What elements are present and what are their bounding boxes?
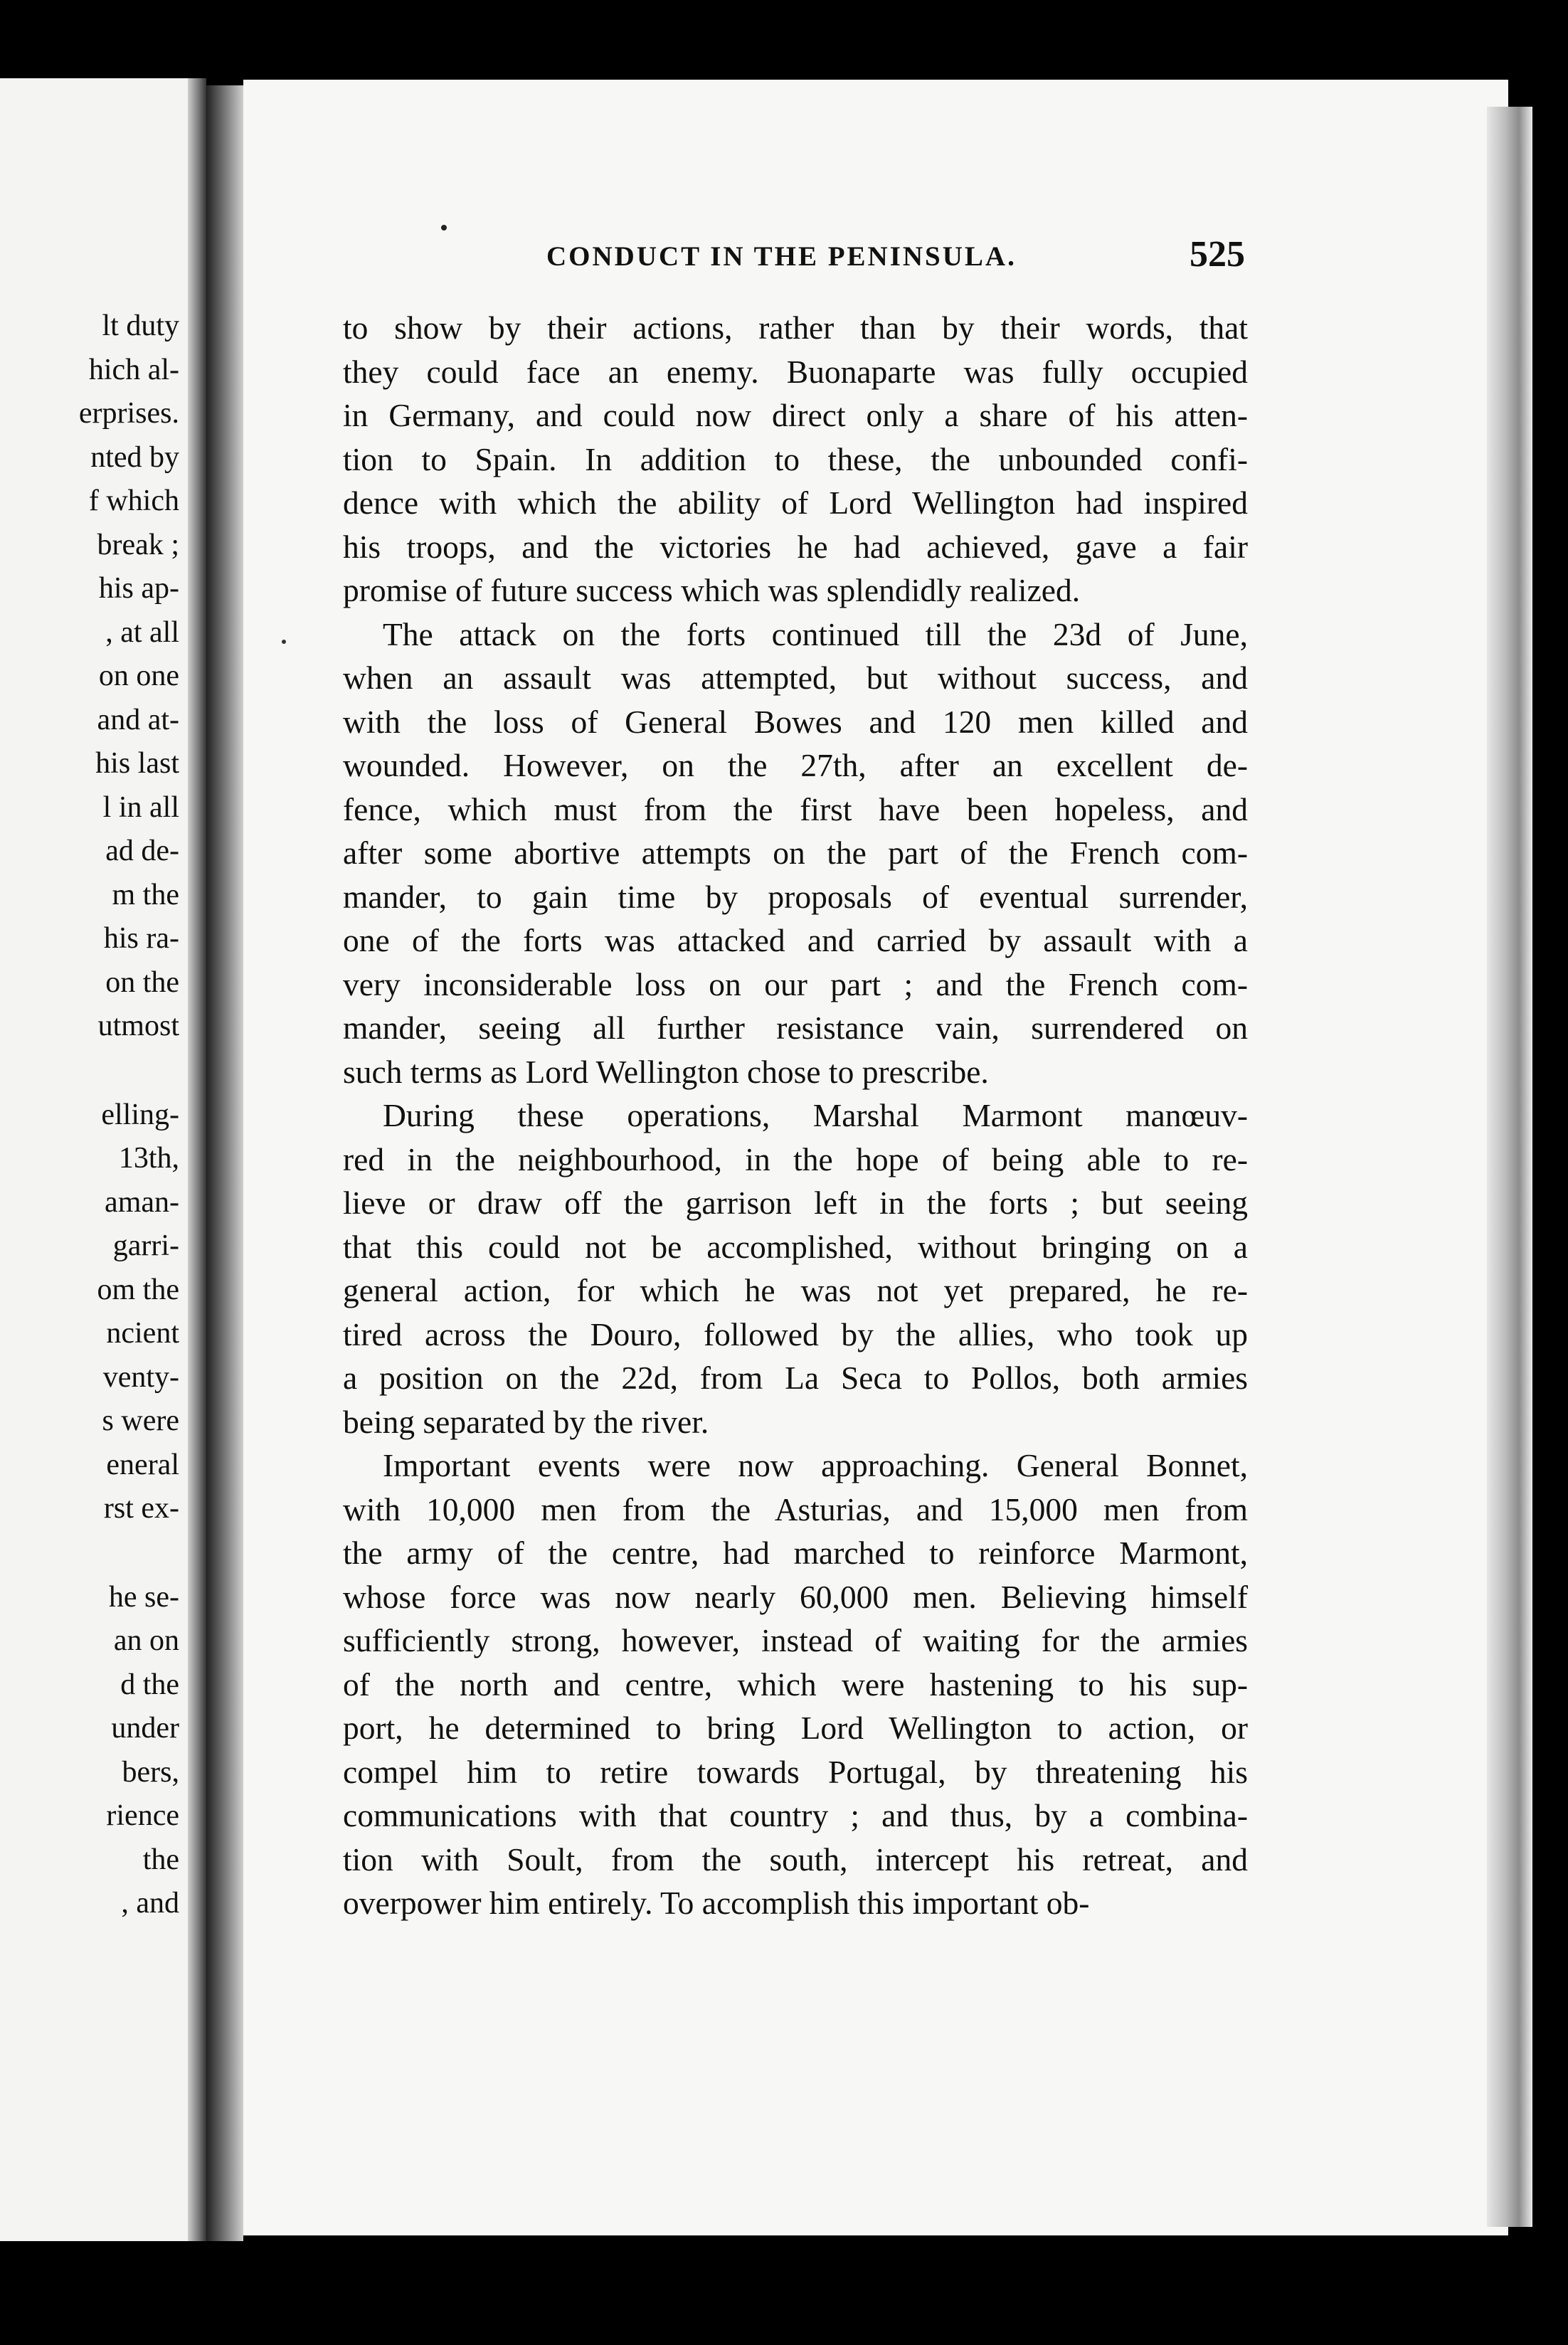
text-line: his troops, and the victories he had achieved, gave a fair xyxy=(343,528,1248,565)
facing-page-line: om the xyxy=(97,1273,179,1306)
facing-page-line: ad de- xyxy=(105,835,179,867)
text-line: The attack on the forts continued till the 23d of June, xyxy=(383,615,1248,652)
facing-page-line: utmost xyxy=(97,1010,179,1042)
margin-mark xyxy=(282,640,286,644)
text-line: overpower him entirely. To accomplish this important ob- xyxy=(343,1885,1090,1921)
facing-page-line xyxy=(79,1531,179,1576)
facing-page-line: erprises. xyxy=(78,397,179,430)
facing-page-line: hich al- xyxy=(88,353,179,386)
text-line: lieve or draw off the garrison left in the forts ; but seeing xyxy=(343,1185,1248,1221)
text-line: after some abortive attempts on the part of the French com- xyxy=(343,835,1248,871)
facing-page-line: venty- xyxy=(102,1360,179,1394)
facing-page-line: under xyxy=(111,1712,179,1745)
text-line: red in the neighbourhood, in the hope of being able to re- xyxy=(343,1140,1248,1177)
facing-page-line: and at- xyxy=(97,703,179,736)
text-line: with the loss of General Bowes and 120 men killed and xyxy=(343,703,1248,740)
paragraph xyxy=(343,306,1248,613)
page-number: 525 xyxy=(1190,234,1245,275)
facing-page-line: f which xyxy=(88,485,179,517)
text-line: being separated by the river. xyxy=(343,1403,709,1440)
facing-page-line: 13th, xyxy=(118,1142,179,1175)
text-line: mander, seeing all further resistance vain, surrendered on xyxy=(343,1010,1248,1046)
facing-page-line: nted by xyxy=(90,440,179,474)
printer-mark xyxy=(441,225,447,231)
facing-page-line: ncient xyxy=(106,1317,179,1350)
facing-page-line: l in all xyxy=(102,790,179,824)
facing-page-line: d the xyxy=(120,1668,179,1701)
facing-page-line: rience xyxy=(106,1799,179,1832)
text-line: they could face an enemy. Buonaparte was fully occupied xyxy=(343,353,1248,390)
facing-page-line: rst ex- xyxy=(103,1492,179,1525)
text-line: to show by their actions, rather than by their words, that xyxy=(343,309,1248,346)
facing-page-line: he se- xyxy=(108,1580,179,1614)
facing-page-line: , and xyxy=(121,1887,179,1920)
text-line: During these operations, Marshal Marmont manœuv- xyxy=(383,1097,1248,1133)
facing-page-text xyxy=(79,305,179,1926)
text-line: dence with which the ability of Lord Wellington had inspired xyxy=(343,485,1248,521)
text-line: Important events were now approaching. General Bonnet, xyxy=(383,1447,1248,1483)
facing-page-line: elling- xyxy=(101,1098,179,1131)
paragraph xyxy=(343,1094,1248,1444)
text-line: compel him to retire towards Portugal, by threatening his xyxy=(343,1753,1248,1790)
text-line: the army of the centre, had marched to reinforce Marmont, xyxy=(343,1535,1248,1571)
text-line: promise of future success which was splendidly realized. xyxy=(343,572,1081,608)
facing-page-line: his ap- xyxy=(98,572,179,605)
text-line: general action, for which he was not yet prepared, he re- xyxy=(343,1272,1248,1308)
facing-page-line: his ra- xyxy=(103,922,179,955)
page-edges xyxy=(1487,107,1532,2227)
facing-page-line: on one xyxy=(98,660,179,692)
text-line: with 10,000 men from the Asturias, and 15,000 men from xyxy=(343,1491,1248,1528)
running-head xyxy=(546,233,1251,283)
facing-page-line xyxy=(79,1049,179,1094)
text-line: wounded. However, on the 27th, after an excellent de- xyxy=(343,747,1248,783)
text-line: sufficiently strong, however, instead of waiting for the armies xyxy=(343,1622,1248,1658)
facing-page-line: break ; xyxy=(97,528,179,561)
facing-page-line: garri- xyxy=(112,1229,179,1262)
facing-page-line: the xyxy=(142,1843,179,1876)
text-line: communications with that country ; and thus, by a combina- xyxy=(343,1797,1248,1833)
paragraph xyxy=(343,1444,1248,1925)
facing-page-line: his last xyxy=(95,747,179,780)
facing-page-line: bers, xyxy=(122,1755,179,1789)
facing-page xyxy=(0,78,206,2241)
text-line: mander, to gain time by proposals of eventual surrender, xyxy=(343,878,1248,915)
text-line: that this could not be accomplished, without bringing on a xyxy=(343,1228,1248,1265)
paragraph xyxy=(343,613,1248,1094)
text-line: such terms as Lord Wellington chose to prescribe. xyxy=(343,1053,989,1090)
facing-page-gutter xyxy=(188,78,206,2241)
text-line: tion to Spain. In addition to these, the unbounded confi- xyxy=(343,440,1248,477)
text-line: one of the forts was attacked and carried by assault with a xyxy=(343,922,1248,958)
text-line: of the north and centre, which were hastening to his sup- xyxy=(343,1666,1248,1703)
facing-page-line: , at all xyxy=(105,615,179,649)
facing-page-line: an on xyxy=(113,1624,179,1657)
text-line: fence, which must from the first have been hopeless, and xyxy=(343,790,1248,827)
running-title: CONDUCT IN THE PENINSULA. xyxy=(546,241,1017,272)
text-line: port, he determined to bring Lord Wellington to action, or xyxy=(343,1710,1248,1746)
text-line: a position on the 22d, from La Seca to Pollos, both armies xyxy=(343,1360,1248,1396)
text-line: when an assault was attempted, but without success, and xyxy=(343,660,1248,696)
facing-page-line: s were xyxy=(102,1404,179,1437)
facing-page-line: eneral xyxy=(106,1448,179,1481)
text-line: in Germany, and could now direct only a share of his atten- xyxy=(343,397,1248,433)
facing-page-line: m the xyxy=(112,878,179,911)
text-line: tion with Soult, from the south, intercept his retreat, and xyxy=(343,1841,1248,1878)
facing-page-line: lt duty xyxy=(102,309,179,342)
body-text xyxy=(343,306,1248,1925)
text-line: whose force was now nearly 60,000 men. Believing himself xyxy=(343,1578,1248,1615)
text-line: very inconsiderable loss on our part ; and the French com- xyxy=(343,965,1248,1002)
facing-page-line: on the xyxy=(105,965,179,999)
facing-page-line: aman- xyxy=(105,1185,179,1219)
book-binding-shadow xyxy=(206,85,243,2241)
text-line: tired across the Douro, followed by the allies, who took up xyxy=(343,1316,1248,1353)
